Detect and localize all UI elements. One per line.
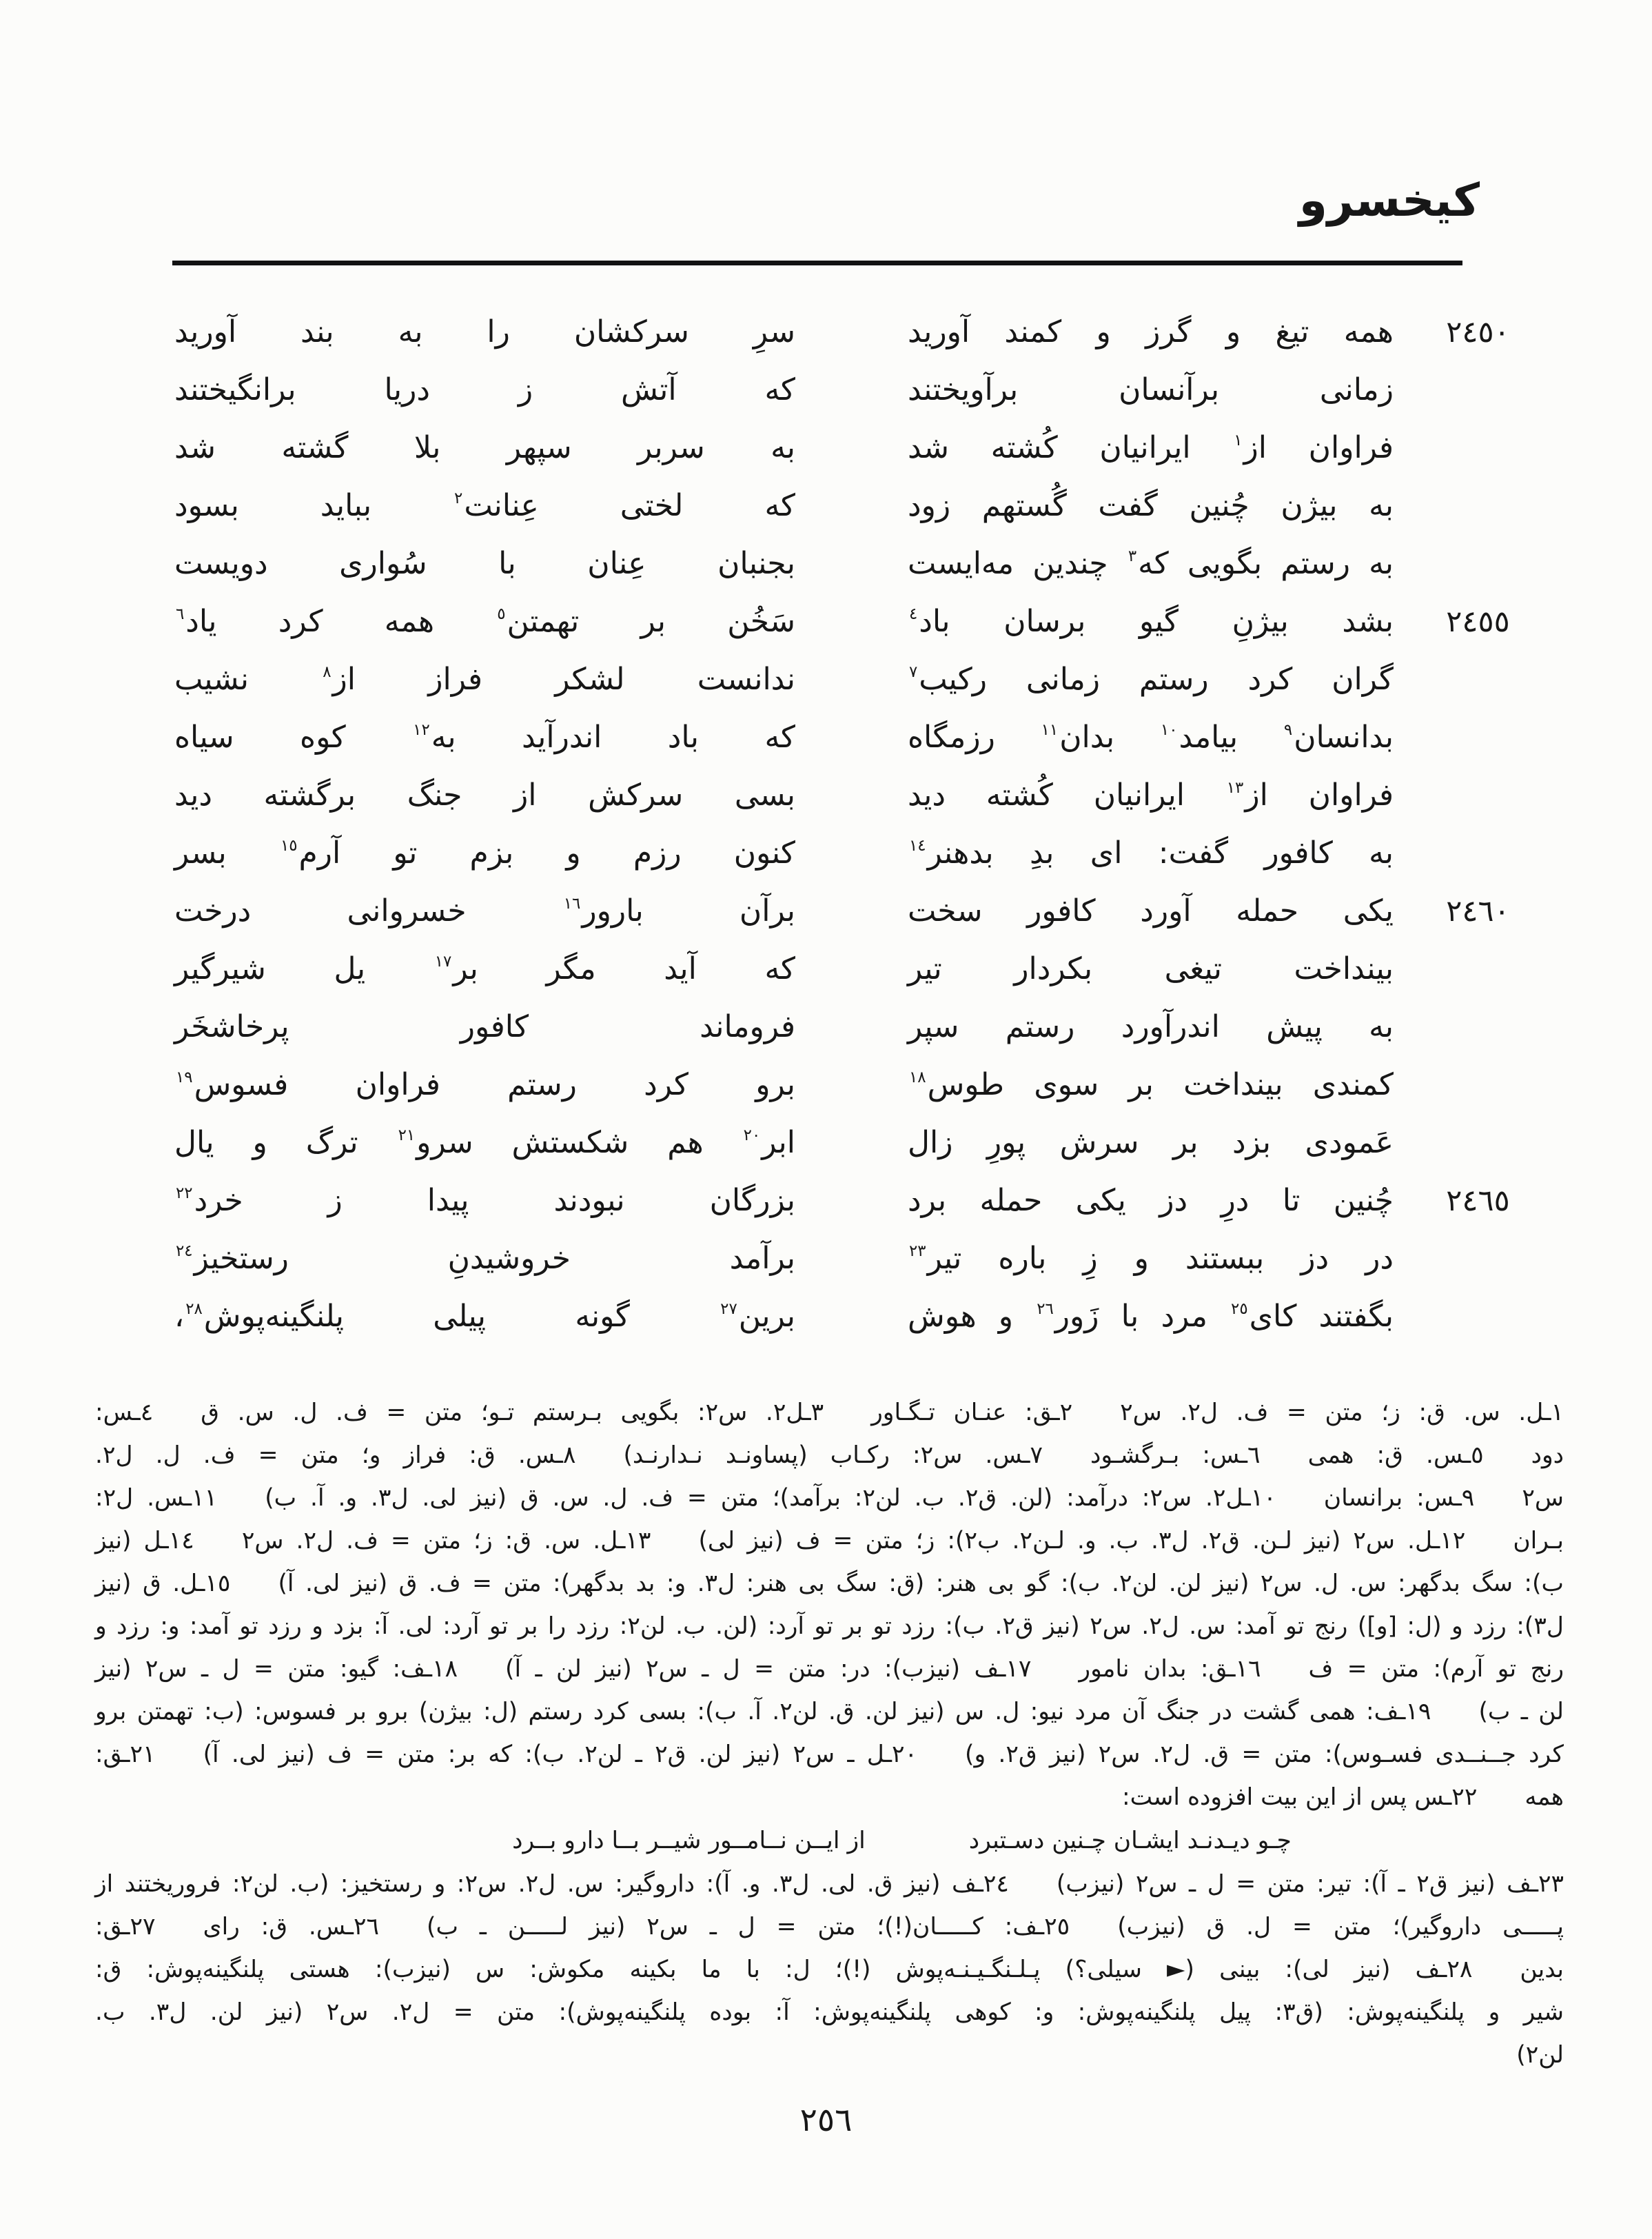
hemistich-right: چُنین تا درِ دز یکی حمله برد <box>908 1183 1394 1218</box>
page-number: ٢٥٦ <box>799 2101 853 2139</box>
verse-number: ٢٤٦٥ <box>1446 1184 1510 1218</box>
hemistich-left: ابر$^{٢٠}$ هم شکستش سرو$^{٢١}$ ترگ و یال <box>174 1125 795 1160</box>
column-gutter <box>795 940 908 998</box>
hemistich-right: فراوان از$^١$ ایرانیان کُشته شد <box>908 430 1394 465</box>
verse-number <box>1394 940 1562 998</box>
hemistich-left: برو کرد رستم فراوان فسوس$^{١٩}$ <box>176 1067 795 1102</box>
critical-apparatus <box>95 1391 1564 2076</box>
column-gutter <box>795 767 908 824</box>
hemistich-left: که باد اندرآید به$^{١٢}$ کوه سیاه <box>174 720 795 755</box>
verse-row <box>174 303 1562 361</box>
verse-row <box>174 1230 1562 1288</box>
hemistich-left: که آید مگر بر$^{١٧}$ یل شیرگیر <box>174 951 796 986</box>
column-gutter <box>795 419 908 477</box>
footnote-line: ب): سگ بدگهر: س. ل. س٢ (نیز لن. لن٢. ب): گو بی هنر: (ق: سگ بی هنر: ل٣. و: بد بدگهر): متن = ف. ق (نیز لی. آ) ١٥ـل. ق (نیز <box>95 1570 1564 1597</box>
verse-row <box>174 709 1562 767</box>
hemistich-right: بشد بیژنِ گیو برسان باد$^٤$ <box>909 604 1394 639</box>
hemistich-left: سرِ سرکشان را به بند آورید <box>174 314 795 349</box>
column-gutter <box>795 824 908 882</box>
verse-row <box>174 1056 1562 1114</box>
column-gutter <box>795 1288 908 1346</box>
verse-number: ٢٤٦٠ <box>1446 894 1510 929</box>
hemistich-left: فروماند کافور پرخاشخَر <box>174 1009 795 1044</box>
footnote-line: کرد جــنــدی فسـوس): متن = ق. ل٢. س٢ (نیز ق٢. و) ٢٠ـل ـ س٢ (نیز لن. ق٢ ـ لن٢. ب): که بر: متن = ف (نیز لی. آ) ٢١ـق: <box>95 1741 1564 1768</box>
footnote-line: بـران ١٢ـل. س٢ (نیز لـن. ق٢. ل٣. ب. و. لـن٢. ب٢): ز؛ متن = ف (نیز لی) ١٣ـل. س. ق: ز؛ متن = ف. ل٢. س٢ ١٤ـل (نیز <box>95 1527 1564 1554</box>
verse-number <box>1394 998 1562 1056</box>
footnote-line: پـــــی داروگیر)؛ متن = ل. ق (نیزب) ٢٥ـف: کـــــان(!)؛ متن = ل ـ س٢ (نیز لـــــن ـ ب) ٢٦ـس. ق: رای ٢٧ـق: <box>95 1913 1564 1941</box>
footnote-line: رنج تو آرم): متن = ف ١٦ـق: بدان نامور ١٧ـف (نیزب): در: متن = ل ـ س٢ (نیز لن ـ آ) ١٨ـف: گیو: متن = ل ـ س٢ (نیز <box>95 1655 1564 1683</box>
verse-number <box>1394 824 1562 882</box>
verse-row <box>174 419 1562 477</box>
column-gutter <box>795 1056 908 1114</box>
verse-row <box>174 1288 1562 1346</box>
footnote-line: ل٣): رزد و (ل: [و]) رنج تو آمد: س. ل٢. س٢ (نیز ق٢. ب): رزد تو بر تو آرد: (لن. ب. لن٢: رزد را بر تو آرد: لی. آ: بزد و رزد تو آمد: و: رزد و <box>95 1612 1564 1640</box>
verse-number <box>1394 535 1562 593</box>
hemistich-right: به رستم بگویی که$^٣$ چندین مه‌ایست <box>908 546 1394 581</box>
footnote-line: لن٢) <box>1516 2041 1564 2069</box>
hemistich-right: بدانسان$^٩$ بیامد$^{١٠}$ بدان$^{١١}$ رزمگاه <box>908 720 1394 755</box>
verse-row <box>174 1114 1562 1172</box>
footnote-line: ١ـل. س. ق: ز؛ متن = ف. ل٢. س٢ ٢ـق: عنـان تـگـاور ٣ـل٢. س٢: بگویی بـرستم تـو؛ متن = ف. ل. س. ق ٤ـس: <box>95 1399 1564 1426</box>
verse-number <box>1394 419 1562 477</box>
verse-number <box>1394 767 1562 824</box>
verse-number <box>1394 361 1562 419</box>
verse-row <box>174 535 1562 593</box>
verse-number <box>1394 651 1562 709</box>
verse-number: ٢٤٥٠ <box>1446 315 1510 349</box>
added-verse-hemistich-left: از ایــن نــامــور شیــر بــا دارو بــرد <box>512 1827 866 1854</box>
column-gutter <box>795 1114 908 1172</box>
hemistich-left: بسی سرکش از جنگ برگشته دید <box>174 778 795 813</box>
verse-row <box>174 477 1562 535</box>
hemistich-right: فراوان از$^{١٣}$ ایرانیان کُشته دید <box>908 778 1394 813</box>
column-gutter <box>795 1230 908 1288</box>
verse-row <box>174 1172 1562 1230</box>
verse-row <box>174 651 1562 709</box>
footnote-line: شیر و پلنگینه‌پوش: (ق٣: پیل پلنگینه‌پوش: و: کوهی پلنگینه‌پوش: آ: بوده پلنگینه‌پوش): متن = ل٢. س٢ (نیز لن. ل٣. ب. <box>95 1998 1564 2026</box>
added-verse-hemistich-right: چـو دیـدنـد ایشـان چـنین دسـتبرد <box>968 1827 1292 1854</box>
hemistich-left: که لختی عِنانت$^٢$ بباید بسود <box>174 488 795 523</box>
verse-row <box>174 361 1562 419</box>
hemistich-right: بگفتند کای$^{٢٥}$ مرد با زَور$^{٢٦}$ و هوش <box>908 1299 1394 1334</box>
hemistich-right: زمانی برآنسان برآویختند <box>908 372 1394 407</box>
verse-number <box>1394 1288 1562 1346</box>
column-gutter <box>795 882 908 940</box>
hemistich-right: کمندی بینداخت بر سوی طوس$^{١٨}$ <box>909 1067 1394 1102</box>
hemistich-right: به بیژن چُنین گفت گُستهم زود <box>908 488 1394 523</box>
verse-row <box>174 998 1562 1056</box>
hemistich-right: در دز ببستند و زِ باره تیر$^{٢٣}$ <box>909 1241 1394 1276</box>
verse-number <box>1394 1056 1562 1114</box>
verse-columns <box>174 303 1562 1346</box>
hemistich-right: به پیش اندرآورد رستم سپر <box>908 1009 1394 1044</box>
verse-number <box>1394 709 1562 767</box>
footnote-line: دود ٥ـس. ق: همی ٦ـس: بـرگشـود ٧ـس. س٢: رکـاب (پساونـد نـدارنـد) ٨ـس. ق: فراز و؛ متن = ف. ل. ل٢. <box>95 1441 1564 1469</box>
hemistich-left: سَخُن بر تهمتن$^٥$ همه کرد یاد$^٦$ <box>176 604 795 639</box>
column-gutter <box>795 303 908 361</box>
page-header-title: کیخسرو <box>1298 174 1480 227</box>
footnote-line: س٢ ٩ـس: برانسان ١٠ـل٢. س٢: درآمد: (لن. ق٢. ب. لن٢: برآمد)؛ متن = ف. ل. س. ق (نیز لی. ل٣. و. آ. ب) ١١ـس. ل٢: <box>95 1484 1564 1512</box>
column-gutter <box>795 535 908 593</box>
hemistich-right: یکی حمله آورد کافور سخت <box>908 893 1394 929</box>
column-gutter <box>795 593 908 651</box>
column-gutter <box>795 477 908 535</box>
hemistich-right: همه تیغ و گرز و کمند آورید <box>908 314 1394 349</box>
hemistich-left: به سربر سپهر بلا گشته شد <box>174 430 795 465</box>
footnote-line: لن ـ ب) ١٩ـف: همی گشت در جنگ آن مرد نیو: ل. س (نیز لن. ق. لن٢. آ. ب): بسی کرد رستم (ل: بیژن) برو بر فسوس: (ب: تهمتن برو <box>95 1698 1564 1725</box>
hemistich-left: برآن بارور$^{١٦}$ خسروانی درخت <box>174 893 795 929</box>
hemistich-right: عَمودی بزد بر سرش پورِ زال <box>908 1125 1394 1160</box>
column-gutter <box>795 651 908 709</box>
hemistich-right: بینداخت تیغی بکردار تیر <box>908 951 1394 986</box>
hemistich-left: ندانست لشکر فراز از$^٨$ نشیب <box>174 662 796 697</box>
verse-number: ٢٤٥٥ <box>1446 605 1510 639</box>
column-gutter <box>795 709 908 767</box>
footnote-line: ٢٣ـف (نیز ق٢ ـ آ): تیر: متن = ل ـ س٢ (نیزب) ٢٤ـف (نیز ق. لی. ل٣. و. آ): داروگیر: س. ل٢. س٢: و رستخیز: (ب. لن٢: فروریختند از <box>95 1870 1564 1898</box>
verse-number <box>1394 477 1562 535</box>
footnote-added-verse <box>95 1818 1564 1863</box>
verse-row <box>174 824 1562 882</box>
verse-row <box>174 882 1562 940</box>
hemistich-left: کنون رزم و بزم تو آرم$^{١٥}$ بسر <box>174 835 795 871</box>
header-rule <box>172 261 1462 265</box>
verse-row <box>174 940 1562 998</box>
column-gutter <box>795 1172 908 1230</box>
verse-row <box>174 767 1562 824</box>
hemistich-left: بزرگان نبودند پیدا ز خرد$^{٢٢}$ <box>176 1183 795 1218</box>
column-gutter <box>795 361 908 419</box>
hemistich-left: برین$^{٢٧}$ گونه پیلی پلنگینه‌پوش$^{٢٨}$، <box>174 1299 795 1334</box>
verse-number <box>1394 1114 1562 1172</box>
hemistich-left: که آتش ز دریا برانگیختند <box>174 372 795 407</box>
hemistich-right: گران کرد رستم زمانی رکیب$^٧$ <box>909 662 1394 697</box>
column-gutter <box>795 998 908 1056</box>
hemistich-left: بجنبان عِنان با سُواری دویست <box>174 546 795 581</box>
hemistich-right: به کافور گفت: ای بدِ بدهنر$^{١٤}$ <box>909 835 1394 871</box>
hemistich-left: برآمد خروشیدنِ رستخیز$^{٢٤}$ <box>176 1241 795 1276</box>
verse-row <box>174 593 1562 651</box>
verse-number <box>1394 1230 1562 1288</box>
footnote-line: همه ٢٢ـس پس از این بیت افزوده است: <box>1122 1783 1564 1811</box>
footnote-line: بدین ٢٨ـف (نیز لی): بینی (► سیلی؟) پـلـنگـیـنـه‌پوش (!)؛ ل: با ما بکینه مکوش: س (نیزب): هستی پلنگینه‌پوش: ق: <box>95 1956 1564 1983</box>
